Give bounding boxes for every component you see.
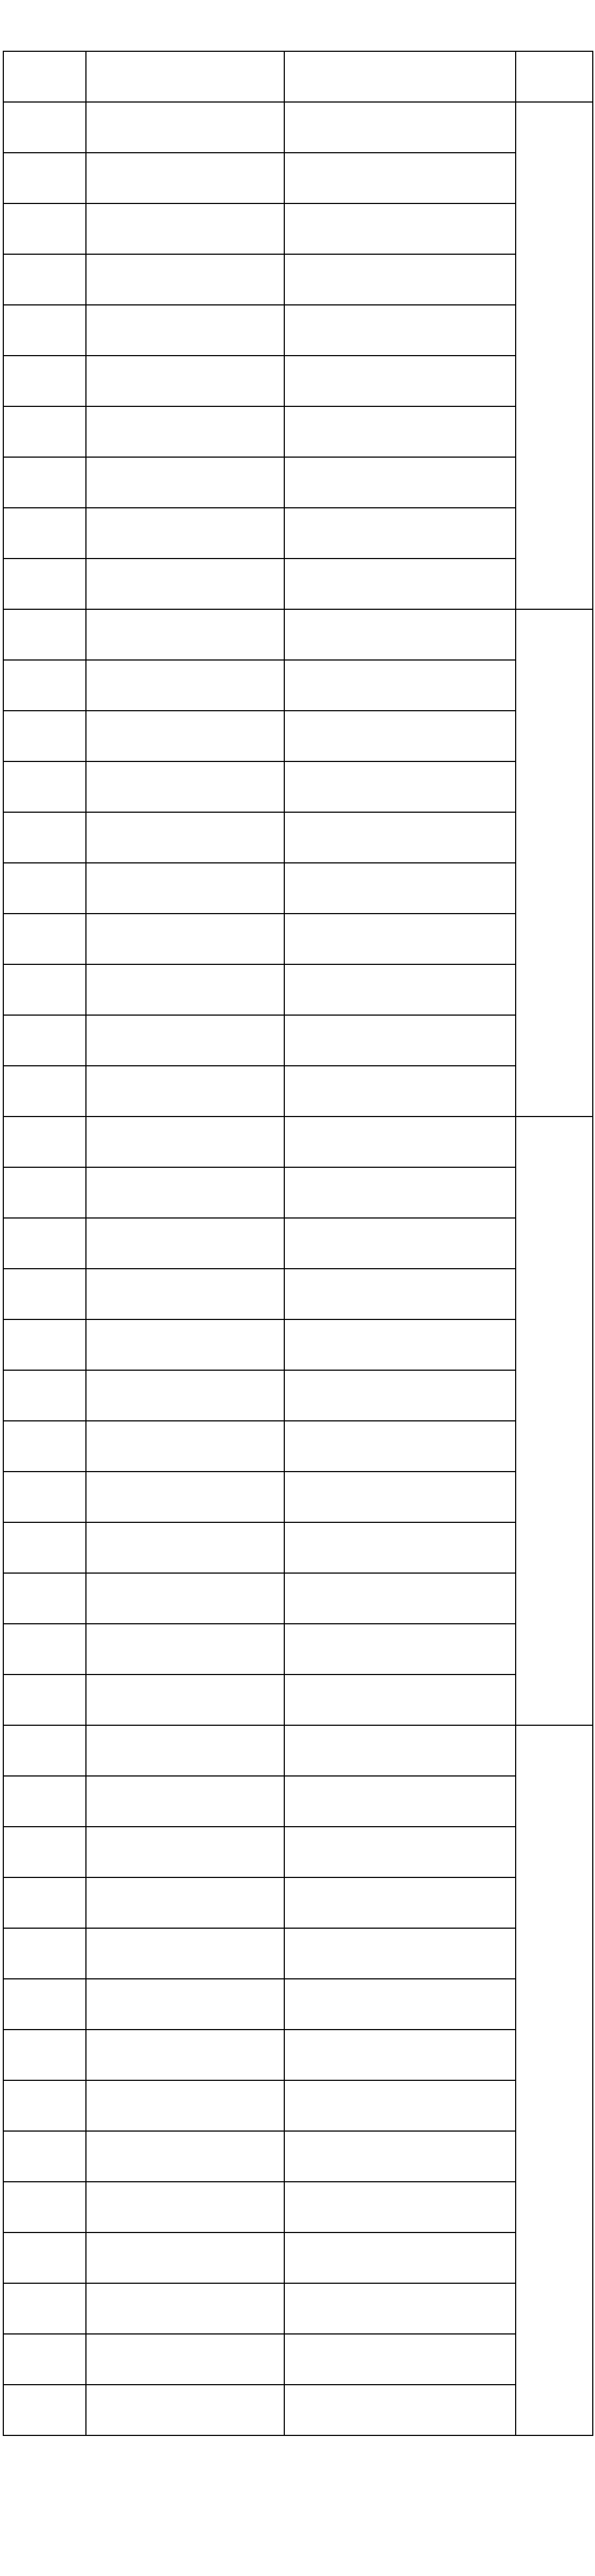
contestant-unit [86, 1167, 284, 1218]
contestant-unit [86, 305, 284, 356]
contestant-unit [86, 1776, 284, 1827]
contestant-unit [86, 2182, 284, 2232]
contestant-name [3, 2232, 86, 2283]
contestant-name [3, 1167, 86, 1218]
contestant-name [3, 406, 86, 457]
table-row [3, 2182, 593, 2232]
contestant-unit [86, 508, 284, 559]
table-row [3, 1472, 593, 1522]
contestant-name [3, 2030, 86, 2080]
contestant-unit [86, 1522, 284, 1573]
contestant-name [3, 203, 86, 254]
contestant-unit [86, 102, 284, 153]
contestant-name [3, 1269, 86, 1319]
contestant-unit [86, 1472, 284, 1522]
contestant-unit [86, 2232, 284, 2283]
speech-topic [284, 508, 516, 559]
table-row [3, 457, 593, 508]
contestant-name [3, 2182, 86, 2232]
table-row [3, 914, 593, 964]
contestant-unit [86, 2385, 284, 2435]
speech-topic [284, 203, 516, 254]
table-row [3, 1370, 593, 1421]
contestant-name [3, 964, 86, 1015]
contestant-unit [86, 406, 284, 457]
speech-topic [284, 2131, 516, 2182]
table-row [3, 2334, 593, 2385]
speech-topic [284, 2334, 516, 2385]
speech-topic [284, 812, 516, 863]
header-unit [86, 51, 284, 102]
speech-topic [284, 1979, 516, 2030]
table-row [3, 1624, 593, 1675]
speech-topic [284, 1573, 516, 1624]
table-row [3, 254, 593, 305]
contestant-name [3, 1624, 86, 1675]
title-row [3, 2, 593, 51]
table-row [3, 2131, 593, 2182]
speech-topic [284, 2385, 516, 2435]
table-row [3, 2030, 593, 2080]
contestant-name [3, 1117, 86, 1167]
contestant-name [3, 609, 86, 660]
table-row [3, 863, 593, 914]
contestant-name [3, 2080, 86, 2131]
header-name [3, 51, 86, 102]
speech-topic [284, 609, 516, 660]
speech-topic [284, 102, 516, 153]
table-row [3, 2385, 593, 2435]
table-row [3, 609, 593, 660]
contestant-name [3, 863, 86, 914]
table-row [3, 1675, 593, 1725]
contestant-unit [86, 1117, 284, 1167]
contestant-unit [86, 660, 284, 711]
contestant-unit [86, 863, 284, 914]
table-row [3, 2283, 593, 2334]
table-row [3, 1066, 593, 1117]
table-row [3, 964, 593, 1015]
contestant-unit [86, 1573, 284, 1624]
contestant-unit [86, 2283, 284, 2334]
contestant-name [3, 1472, 86, 1522]
speech-topic [284, 305, 516, 356]
contestant-name [3, 559, 86, 609]
contestant-unit [86, 609, 284, 660]
contestant-name [3, 1776, 86, 1827]
speech-topic [284, 1117, 516, 1167]
table-row [3, 305, 593, 356]
speech-topic [284, 1522, 516, 1573]
contestant-name [3, 660, 86, 711]
contestant-name [3, 2283, 86, 2334]
contestant-name [3, 2385, 86, 2435]
award-level [516, 1117, 593, 1725]
contestant-unit [86, 254, 284, 305]
contestant-unit [86, 711, 284, 761]
contestant-name [3, 1370, 86, 1421]
contestant-unit [86, 1877, 284, 1928]
header-row [3, 51, 593, 102]
contestant-unit [86, 2131, 284, 2182]
contestant-unit [86, 1319, 284, 1370]
results-table [3, 2, 593, 2436]
contestant-unit [86, 1675, 284, 1725]
table-row [3, 1725, 593, 1776]
contestant-name [3, 1015, 86, 1066]
contestant-unit [86, 1218, 284, 1269]
table-row [3, 1015, 593, 1066]
contestant-name [3, 254, 86, 305]
contestant-name [3, 2334, 86, 2385]
table-row [3, 1928, 593, 1979]
speech-topic [284, 2030, 516, 2080]
table-row [3, 2232, 593, 2283]
table-row [3, 406, 593, 457]
speech-topic [284, 1066, 516, 1117]
table-row [3, 761, 593, 812]
contestant-unit [86, 457, 284, 508]
contestant-name [3, 914, 86, 964]
table-row [3, 1421, 593, 1472]
speech-topic [284, 761, 516, 812]
speech-topic [284, 660, 516, 711]
table-row [3, 102, 593, 153]
contestant-name [3, 102, 86, 153]
contestant-name [3, 1522, 86, 1573]
speech-topic [284, 1725, 516, 1776]
contestant-name [3, 1725, 86, 1776]
speech-topic [284, 1675, 516, 1725]
contestant-name [3, 1066, 86, 1117]
table-row [3, 1877, 593, 1928]
contestant-name [3, 1421, 86, 1472]
award-level [516, 102, 593, 609]
contestant-name [3, 1928, 86, 1979]
contestant-unit [86, 1066, 284, 1117]
contestant-unit [86, 1827, 284, 1877]
table-row [3, 1218, 593, 1269]
speech-topic [284, 356, 516, 406]
award-level [516, 1725, 593, 2435]
contestant-unit [86, 1624, 284, 1675]
contestant-unit [86, 1015, 284, 1066]
speech-topic [284, 1218, 516, 1269]
speech-topic [284, 1472, 516, 1522]
header-award [516, 51, 593, 102]
speech-topic [284, 2232, 516, 2283]
contestant-unit [86, 914, 284, 964]
contestant-name [3, 1827, 86, 1877]
contestant-unit [86, 559, 284, 609]
contestant-name [3, 1218, 86, 1269]
speech-topic [284, 964, 516, 1015]
contestant-unit [86, 2030, 284, 2080]
contestant-name [3, 1319, 86, 1370]
speech-topic [284, 1624, 516, 1675]
speech-topic [284, 1269, 516, 1319]
table-row [3, 711, 593, 761]
contestant-unit [86, 153, 284, 203]
contestant-name [3, 305, 86, 356]
table-row [3, 356, 593, 406]
contestant-name [3, 812, 86, 863]
speech-topic [284, 559, 516, 609]
table-title [3, 2, 593, 51]
contestant-unit [86, 203, 284, 254]
speech-topic [284, 153, 516, 203]
contestant-unit [86, 812, 284, 863]
speech-topic [284, 2080, 516, 2131]
speech-topic [284, 1827, 516, 1877]
speech-topic [284, 406, 516, 457]
contestant-unit [86, 1269, 284, 1319]
contestant-unit [86, 1370, 284, 1421]
contestant-unit [86, 2334, 284, 2385]
speech-topic [284, 1167, 516, 1218]
contestant-name [3, 1573, 86, 1624]
contestant-unit [86, 761, 284, 812]
table-row [3, 1522, 593, 1573]
speech-topic [284, 711, 516, 761]
speech-topic [284, 1319, 516, 1370]
contestant-unit [86, 1979, 284, 2030]
speech-topic [284, 1370, 516, 1421]
award-level [516, 609, 593, 1117]
contestant-name [3, 761, 86, 812]
table-row [3, 1117, 593, 1167]
speech-topic [284, 1776, 516, 1827]
table-row [3, 1573, 593, 1624]
contestant-name [3, 1675, 86, 1725]
speech-topic [284, 1928, 516, 1979]
speech-topic [284, 1015, 516, 1066]
contestant-name [3, 356, 86, 406]
contestant-unit [86, 1725, 284, 1776]
table-row [3, 1776, 593, 1827]
table-row [3, 1269, 593, 1319]
contestant-name [3, 711, 86, 761]
contestant-name [3, 508, 86, 559]
speech-topic [284, 1421, 516, 1472]
table-row [3, 660, 593, 711]
speech-topic [284, 2283, 516, 2334]
table-row [3, 1319, 593, 1370]
table-row [3, 508, 593, 559]
speech-topic [284, 914, 516, 964]
table-row [3, 2080, 593, 2131]
table-row [3, 559, 593, 609]
table-row [3, 153, 593, 203]
contestant-name [3, 153, 86, 203]
speech-topic [284, 457, 516, 508]
contestant-name [3, 1979, 86, 2030]
contestant-unit [86, 2080, 284, 2131]
table-row [3, 1167, 593, 1218]
contestant-name [3, 457, 86, 508]
table-row [3, 1979, 593, 2030]
contestant-unit [86, 964, 284, 1015]
contestant-name [3, 1877, 86, 1928]
table-row [3, 203, 593, 254]
contestant-name [3, 2131, 86, 2182]
contestant-unit [86, 1928, 284, 1979]
contestant-unit [86, 1421, 284, 1472]
speech-topic [284, 863, 516, 914]
speech-topic [284, 254, 516, 305]
speech-topic [284, 1877, 516, 1928]
contestant-unit [86, 356, 284, 406]
speech-topic [284, 2182, 516, 2232]
table-row [3, 1827, 593, 1877]
table-row [3, 812, 593, 863]
header-topic [284, 51, 516, 102]
